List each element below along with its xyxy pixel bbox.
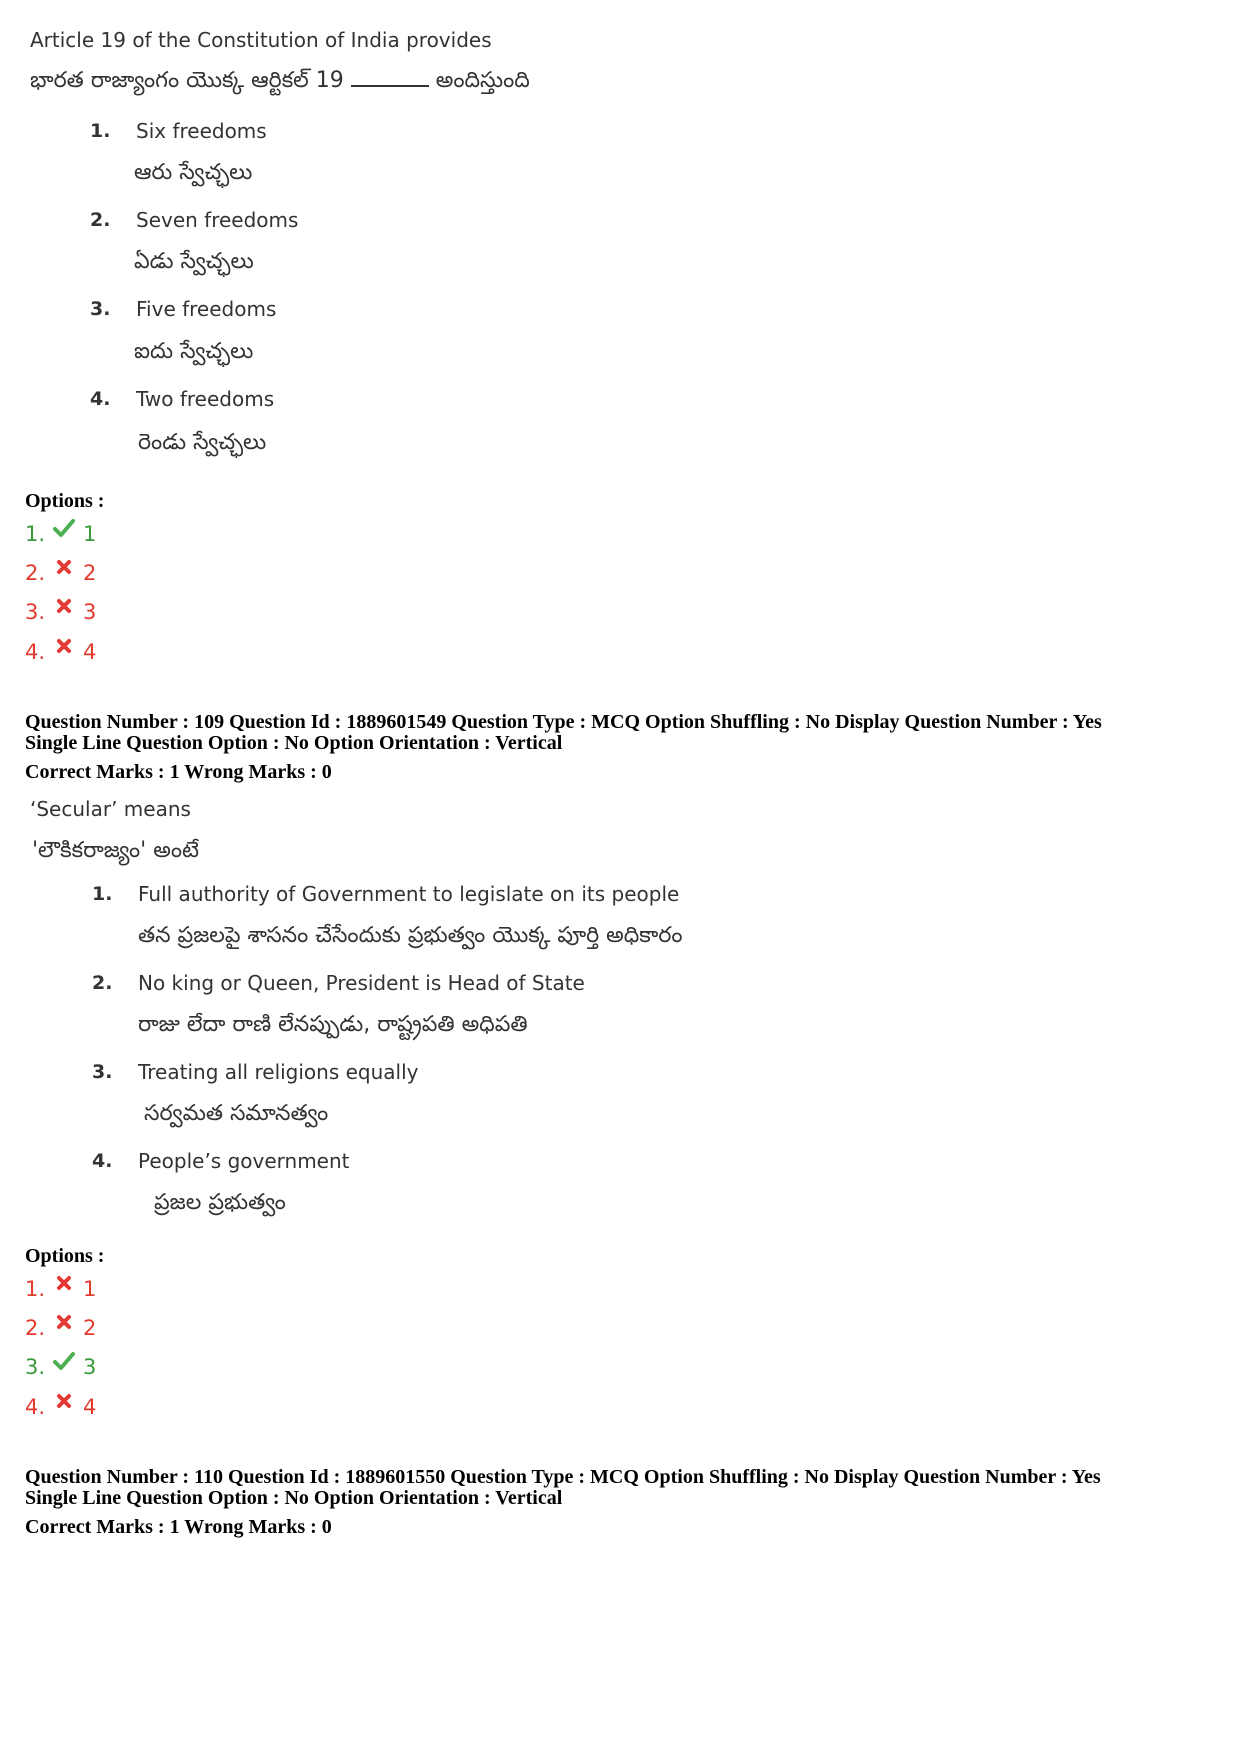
choice-telugu: సర్వమత సమానత్వం <box>144 1101 329 1126</box>
answer-number: 1. <box>25 1277 46 1301</box>
answer-value: 2 <box>83 1316 97 1340</box>
answer-option-3 <box>25 1355 96 1379</box>
choice-english: Full authority of Government to legislate on its people <box>138 882 680 906</box>
question-marks: Correct Marks : 1 Wrong Marks : 0 <box>25 1516 332 1538</box>
question-stem-english: ‘Secular’ means <box>30 797 191 821</box>
answer-number: 3. <box>25 600 46 624</box>
answer-value: 3 <box>83 600 97 624</box>
choice-english: People’s government <box>138 1149 350 1173</box>
answer-option-1 <box>25 522 96 546</box>
choice-english: Five freedoms <box>136 297 277 321</box>
check-icon <box>53 1350 75 1372</box>
choice-number: 3. <box>90 298 111 320</box>
question-meta-line1: Question Number : 109 Question Id : 1889601549 Question Type : MCQ Option Shuffling : No Display Question Number : Yes <box>25 711 1102 733</box>
choice-english: Six freedoms <box>136 119 267 143</box>
answer-number: 2. <box>25 561 46 585</box>
answer-value: 1 <box>83 1277 97 1301</box>
choice-telugu: ఆరు స్వేచ్ఛలు <box>134 160 253 185</box>
choice-english: Seven freedoms <box>136 208 299 232</box>
answer-number: 2. <box>25 1316 46 1340</box>
answer-number: 1. <box>25 522 46 546</box>
cross-icon <box>53 1272 75 1294</box>
cross-icon <box>53 595 75 617</box>
choice-telugu: రాజు లేదా రాణి లేనప్పుడు, రాష్ట్రపతి అధిపతి <box>138 1012 528 1037</box>
choice-number: 1. <box>90 120 111 142</box>
answer-value: 3 <box>83 1355 97 1379</box>
cross-icon <box>53 635 75 657</box>
choice-english: Two freedoms <box>136 387 275 411</box>
question-stem-english: Article 19 of the Constitution of India provides <box>30 28 492 52</box>
question-meta-line2: Single Line Question Option : No Option Orientation : Vertical <box>25 1487 563 1509</box>
answer-number: 3. <box>25 1355 46 1379</box>
answer-number: 4. <box>25 640 46 664</box>
cross-icon <box>53 556 75 578</box>
options-heading: Options : <box>25 1245 105 1267</box>
stem-telugu-before-blank: భారత రాజ్యాంగం యొక్క ఆర్టికల్ 19 <box>30 68 344 93</box>
choice-number: 2. <box>92 972 113 994</box>
answer-value: 1 <box>83 522 97 546</box>
answer-value: 2 <box>83 561 97 585</box>
question-marks: Correct Marks : 1 Wrong Marks : 0 <box>25 761 332 783</box>
answer-option-2 <box>25 1316 96 1340</box>
answer-value: 4 <box>83 1395 97 1419</box>
question-stem-telugu: 'లౌకికరాజ్యం' అంటే <box>32 838 199 863</box>
question-meta-line2: Single Line Question Option : No Option Orientation : Vertical <box>25 732 563 754</box>
answer-number: 4. <box>25 1395 46 1419</box>
answer-option-3 <box>25 600 96 624</box>
answer-option-1 <box>25 1277 96 1301</box>
blank-line <box>351 69 429 87</box>
choice-telugu: తన ప్రజలపై శాసనం చేసేందుకు ప్రభుత్వం యొక్క పూర్తి అధికారం <box>138 923 683 948</box>
choice-english: Treating all religions equally <box>138 1060 419 1084</box>
cross-icon <box>53 1390 75 1412</box>
choice-number: 1. <box>92 883 113 905</box>
choice-telugu: ఐదు స్వేచ్ఛలు <box>134 339 254 364</box>
stem-telugu-after-blank: అందిస్తుంది <box>435 68 530 93</box>
question-stem-telugu <box>30 68 530 98</box>
choice-english: No king or Queen, President is Head of State <box>138 971 585 995</box>
answer-value: 4 <box>83 640 97 664</box>
answer-option-4 <box>25 640 96 664</box>
choice-number: 4. <box>92 1150 113 1172</box>
answer-option-2 <box>25 561 96 585</box>
question-meta-line1: Question Number : 110 Question Id : 1889601550 Question Type : MCQ Option Shuffling : No Display Question Number : Yes <box>25 1466 1101 1488</box>
choice-telugu: రెండు స్వేచ్ఛలు <box>138 430 267 455</box>
choice-number: 2. <box>90 209 111 231</box>
check-icon <box>53 517 75 539</box>
options-heading: Options : <box>25 490 105 512</box>
cross-icon <box>53 1311 75 1333</box>
choice-telugu: ప్రజల ప్రభుత్వం <box>154 1190 286 1215</box>
answer-option-4 <box>25 1395 96 1419</box>
choice-number: 4. <box>90 388 111 410</box>
choice-number: 3. <box>92 1061 113 1083</box>
choice-telugu: ఏడు స్వేచ్ఛలు <box>134 249 254 274</box>
